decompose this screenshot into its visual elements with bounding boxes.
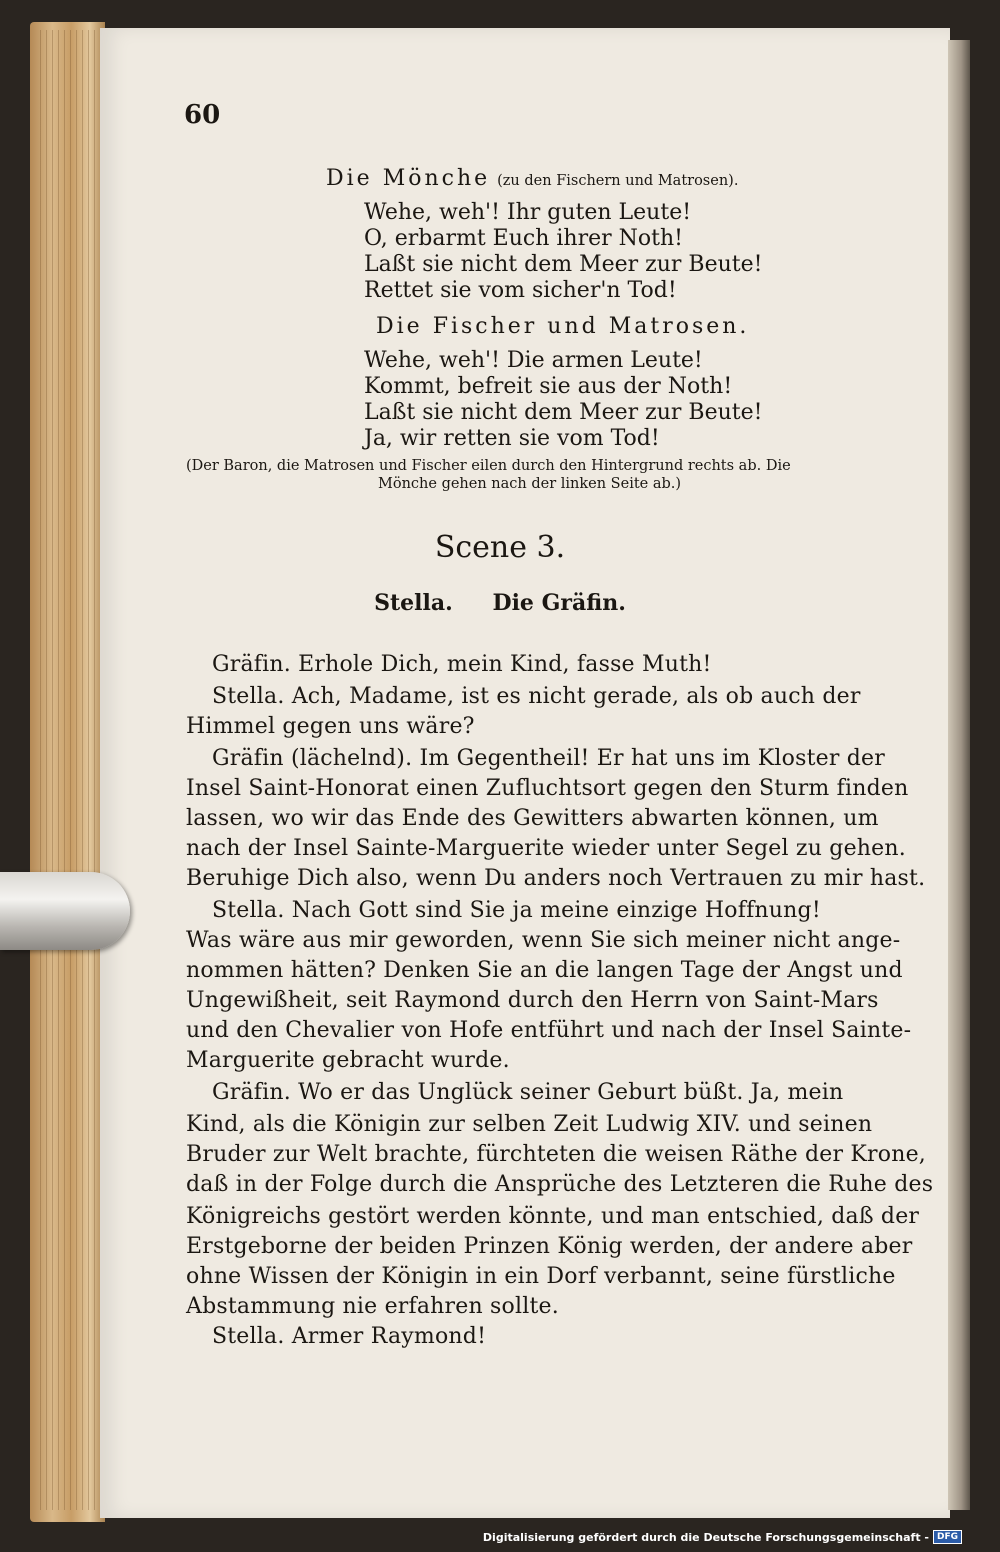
- dialogue-line: Beruhige Dich also, wenn Du anders noch Vertrauen zu mir hast.: [186, 866, 926, 891]
- speaker-heading: Die Fischer und Matrosen.: [376, 314, 750, 339]
- verse-line: Laßt sie nicht dem Meer zur Beute!: [364, 252, 763, 277]
- dialogue-line: Ungewißheit, seit Raymond durch den Herrn von Saint-Mars: [186, 988, 879, 1013]
- dialogue-line: Bruder zur Welt brachte, fürchteten die weisen Räthe der Krone,: [186, 1142, 926, 1167]
- verse-line: Kommt, befreit sie aus der Noth!: [364, 374, 733, 399]
- verse-line: Ja, wir retten sie vom Tod!: [364, 426, 660, 451]
- dialogue-line: lassen, wo wir das Ende des Gewitters abwarten können, um: [186, 806, 879, 831]
- scene-title: Scene 3.: [434, 530, 566, 565]
- scene-cast: [0, 590, 1000, 616]
- dialogue-line: nommen hätten? Denken Sie an die langen Tage der Angst und: [186, 958, 903, 983]
- dialogue-line: Was wäre aus mir geworden, wenn Sie sich meiner nicht ange-: [186, 928, 901, 953]
- dialogue-line: Erstgeborne der beiden Prinzen König werden, der andere aber: [186, 1234, 913, 1259]
- page-number: 60: [184, 100, 221, 130]
- dialogue-line: daß in der Folge durch die Ansprüche des Letzteren die Ruhe des: [186, 1172, 934, 1197]
- speaker-heading: [326, 166, 738, 191]
- dialogue-line: Königreichs gestört werden könnte, und man entschied, daß der: [186, 1204, 920, 1229]
- cast-member: Die Gräfin.: [492, 590, 626, 616]
- dialogue-line: Stella. Nach Gott sind Sie ja meine einzige Hoffnung!: [212, 898, 821, 923]
- verse-line: Rettet sie vom sicher'n Tod!: [364, 278, 677, 303]
- footer-text: Digitalisierung gefördert durch die Deutsche Forschungsgemeinschaft -: [482, 1530, 929, 1544]
- stage-direction: (Der Baron, die Matrosen und Fischer eilen durch den Hintergrund rechts ab. Die: [186, 458, 791, 474]
- dialogue-line: Gräfin (lächelnd). Im Gegentheil! Er hat uns im Kloster der: [212, 746, 885, 771]
- stage-direction-inline: (zu den Fischern und Matrosen).: [497, 173, 739, 189]
- stage-direction: Mönche gehen nach der linken Seite ab.): [378, 476, 682, 492]
- verse-line: Wehe, weh'! Ihr guten Leute!: [364, 200, 692, 225]
- dialogue-line: Abstammung nie erfahren sollte.: [186, 1294, 559, 1319]
- page-clip: [0, 872, 130, 950]
- footer-credit: [483, 1530, 962, 1544]
- dialogue-line: und den Chevalier von Hofe entführt und nach der Insel Sainte-: [186, 1018, 912, 1043]
- dialogue-line: Marguerite gebracht wurde.: [186, 1048, 510, 1073]
- dialogue-line: Stella. Armer Raymond!: [212, 1324, 487, 1349]
- dialogue-line: Stella. Ach, Madame, ist es nicht gerade, als ob auch der: [212, 684, 861, 709]
- cast-member: Stella.: [374, 590, 453, 616]
- dialogue-line: Kind, als die Königin zur selben Zeit Ludwig XIV. und seinen: [186, 1112, 873, 1137]
- dfg-logo-icon: DFG: [933, 1530, 962, 1544]
- speaker-name: Die Mönche: [326, 166, 491, 191]
- dialogue-line: Gräfin. Erhole Dich, mein Kind, fasse Muth!: [212, 652, 712, 677]
- dialogue-line: Gräfin. Wo er das Unglück seiner Geburt büßt. Ja, mein: [212, 1080, 844, 1105]
- dialogue-line: nach der Insel Sainte-Marguerite wieder unter Segel zu gehen.: [186, 836, 906, 861]
- verse-line: Laßt sie nicht dem Meer zur Beute!: [364, 400, 763, 425]
- verse-line: O, erbarmt Euch ihrer Noth!: [364, 226, 683, 251]
- dialogue-line: Insel Saint-Honorat einen Zufluchtsort gegen den Sturm finden: [186, 776, 909, 801]
- dialogue-line: Himmel gegen uns wäre?: [186, 714, 475, 739]
- verse-line: Wehe, weh'! Die armen Leute!: [364, 348, 703, 373]
- dialogue-line: ohne Wissen der Königin in ein Dorf verbannt, seine fürstliche: [186, 1264, 896, 1289]
